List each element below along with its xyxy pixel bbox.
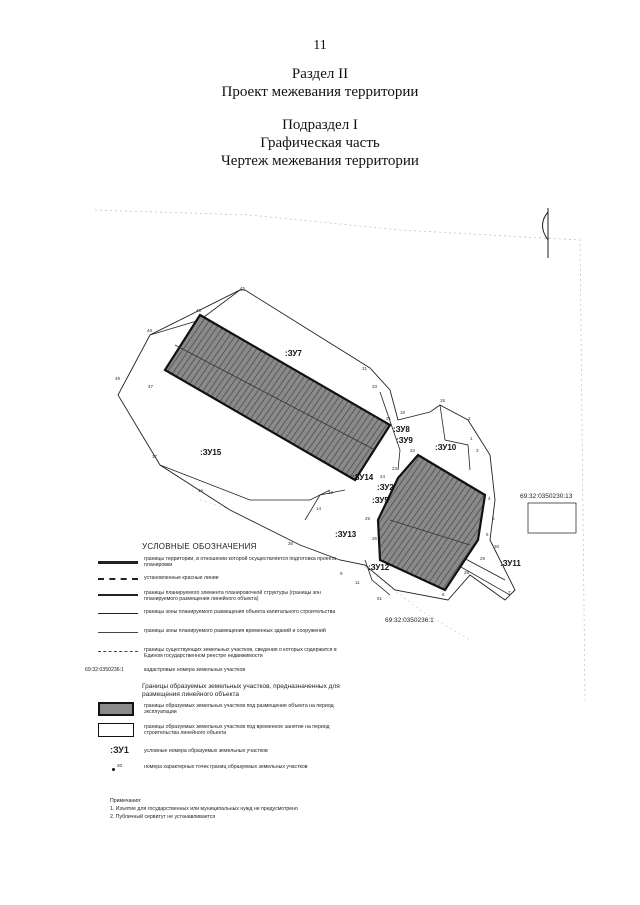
point-dot-icon — [112, 768, 115, 771]
point-number: 3 — [476, 448, 479, 453]
legend-item: 20 номера характерных точек границ образуемых земельных участков — [98, 763, 358, 775]
legend-group-title: Границы образуемых земельных участков, предназначенных для размещения линейного объекта — [142, 683, 340, 698]
legend-item: границы образуемых земельных участков под размещение объекта на период эксплуатации — [98, 702, 358, 720]
cadastral-label: 69:32:0350230:13 — [520, 493, 573, 500]
cadastral-label: 69:32:0350236:1 — [385, 617, 434, 624]
cadastral-example: 69:32:0350236:1 — [85, 667, 124, 673]
parcel-label: :ЗУ15 — [200, 448, 222, 457]
page-number: 11 — [313, 38, 327, 53]
legend-item: 69:32:0350236:1 кадастровые номера земельных участков — [85, 667, 246, 673]
point-number: 48 — [147, 328, 153, 333]
parcel-label: :ЗУ2 — [377, 483, 394, 492]
parcel-label: :ЗУ13 — [335, 530, 357, 539]
point-number: 49 — [115, 376, 121, 381]
point-number: 15 — [440, 398, 446, 403]
drawing-title: Чертеж межевания территории — [221, 153, 419, 169]
point-number: 28 — [464, 570, 470, 575]
legend-item: границы планируемого элемента планировочной структуры (границы зон планируемого размещения линейного объекта) — [98, 590, 348, 606]
point-number: 2 — [468, 416, 471, 421]
legend-item: границы существующих земельных участков, сведения о которых содержатся в Едином государственном реестре недвижимости — [98, 647, 348, 663]
parcel-label: :ЗУ10 — [435, 443, 457, 452]
parcel-label: :ЗУ8 — [393, 425, 410, 434]
cadastral-parcel-box — [528, 503, 576, 533]
parcel-label: :ЗУ7 — [285, 349, 302, 358]
point-number: 21 — [386, 416, 392, 421]
legend-item: границы образуемых земельных участков под временное занятие на период строительства линейного объекта — [98, 723, 358, 741]
note-line: 2. Публичный сервитут не устанавливается — [110, 814, 216, 820]
zu-symbol: :ЗУ1 — [110, 745, 129, 755]
point-number: 17 — [152, 454, 158, 459]
legend-item: установленные красные линии — [98, 575, 348, 585]
parcel-label: :ЗУ14 — [352, 473, 374, 482]
legend-item: границы зоны планируемого размещения временных зданий и сооружений — [98, 628, 348, 644]
point-number: 25 — [365, 516, 371, 521]
point-number: 22 — [410, 448, 416, 453]
parcel-label: :ЗУ11 — [500, 559, 521, 568]
legend-item: :ЗУ1 условные номера образуемых земельных участков — [110, 745, 268, 755]
legend-swatch — [98, 723, 134, 737]
legend-symbol — [98, 632, 138, 633]
section-title: Раздел II — [291, 66, 349, 82]
point-number: 7 — [508, 590, 511, 595]
point-number: 30 — [494, 544, 500, 549]
point-number: 18 — [400, 410, 406, 415]
point-number: 46 — [196, 308, 202, 313]
legend-title: УСЛОВНЫЕ ОБОЗНАЧЕНИЯ — [142, 542, 257, 551]
parcel-label: :ЗУ9 — [396, 436, 413, 445]
legend-item: границы территории, в отношении которой осуществляется подготовка проекта планировки — [98, 556, 348, 572]
point-number: 81 — [377, 596, 383, 601]
point-number: 8 — [442, 592, 445, 597]
point-number: 16 — [198, 488, 204, 493]
point-number: 5 — [492, 516, 495, 521]
point-number: 26 — [372, 536, 378, 541]
point-number: 11 — [355, 580, 360, 585]
point-number: 31 — [362, 366, 368, 371]
notes-title: Примечания: — [110, 798, 142, 804]
point-number: 4 — [488, 496, 491, 501]
point-number: 14 — [316, 506, 322, 511]
legend-swatch — [98, 702, 134, 716]
point-number: 33 — [372, 384, 378, 389]
note-line: 1. Изъятие для государственных или муниципальных нужд не предусмотрено — [110, 806, 298, 812]
north-arrow-icon — [543, 208, 549, 258]
point-number: 29 — [480, 556, 486, 561]
legend-symbol — [98, 594, 138, 596]
legend-symbol — [98, 613, 138, 614]
point-number: 24 — [380, 474, 386, 479]
section-name: Проект межевания территории — [221, 84, 419, 100]
subsection-name: Графическая часть — [260, 135, 380, 151]
point-number: 6 — [486, 532, 489, 537]
point-number: 1 — [470, 436, 473, 441]
point-number: 9 — [340, 571, 343, 576]
parcel-label: :ЗУ12 — [368, 563, 390, 572]
legend-symbol — [98, 651, 138, 652]
point-number: 23 — [392, 466, 398, 471]
point-number: 12 — [328, 490, 334, 495]
legend-symbol — [98, 578, 138, 580]
parcel-label: :ЗУ5 — [372, 496, 389, 505]
legend-item: границы зоны планируемого размещения объекта капитального строительства — [98, 609, 348, 625]
point-number: 47 — [148, 384, 154, 389]
subsection-title: Подраздел I — [282, 117, 358, 133]
legend-symbol — [98, 561, 138, 564]
point-symbol: 20 — [117, 763, 123, 768]
point-number: 45 — [240, 286, 246, 291]
point-number: 36 — [288, 541, 294, 546]
